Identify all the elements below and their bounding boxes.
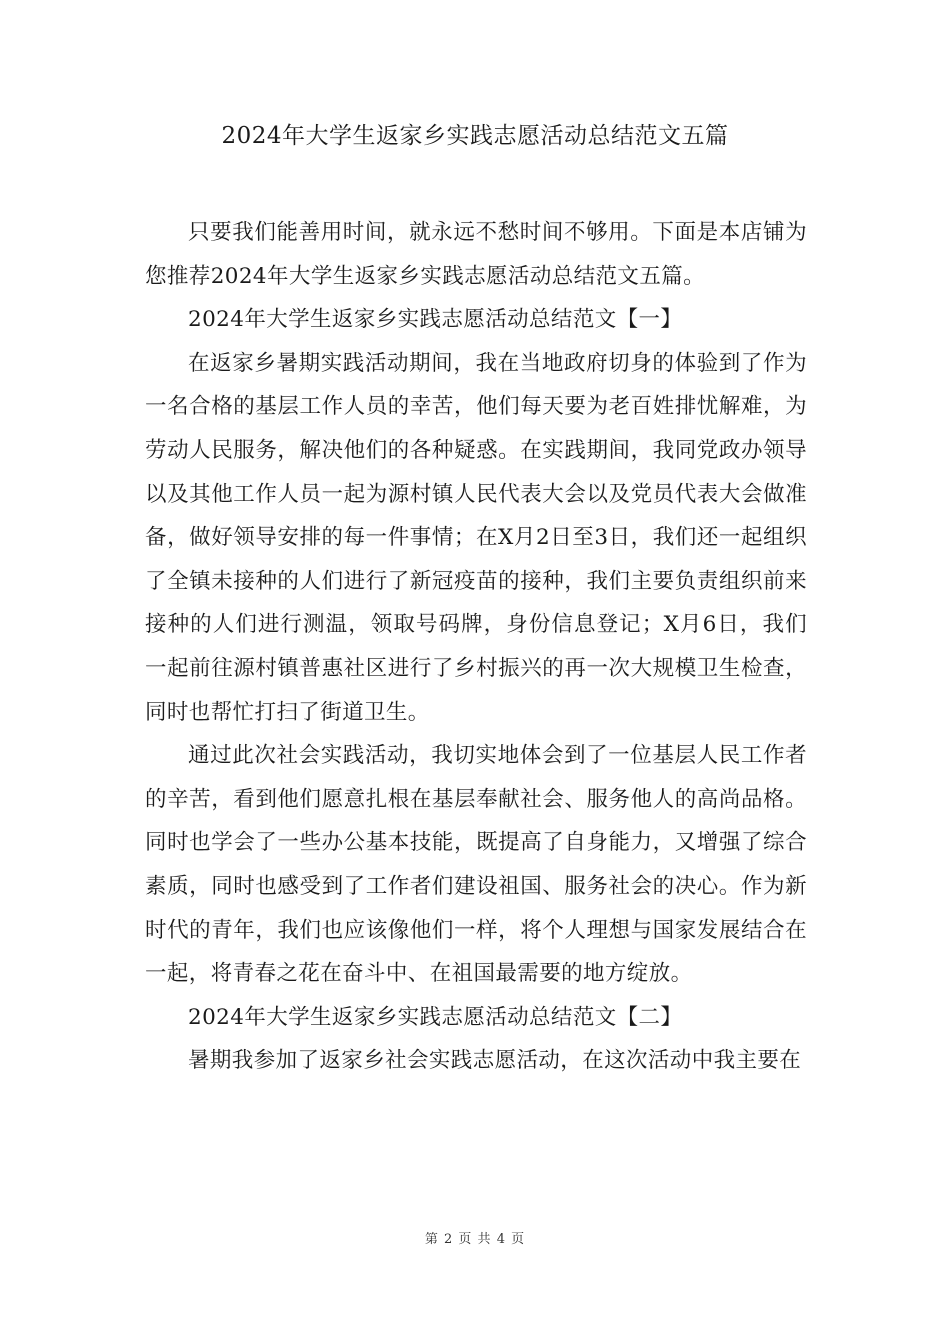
page-footer: 第 2 页 共 4 页 bbox=[424, 1232, 526, 1247]
document-body bbox=[145, 211, 807, 1083]
document-title: 2024年大学生返家乡实践志愿活动总结范文五篇 bbox=[221, 123, 729, 149]
paragraph-section2-start: 暑期我参加了返家乡社会实践志愿活动，在这次活动中我主要在 bbox=[188, 1048, 802, 1074]
paragraph-section1-reflection: 通过此次社会实践活动，我切实地体会到了一位基层人民工作者的辛苦，看到他们愿意扎根在基层奉献社会、服务他人的高尚品格。同时也学会了一些办公基本技能，既提高了自身能力，又增强了综合素质，同时也感受到了工作者们建设祖国、服务社会的决心。作为新时代的青年，我们也应该像他们一样，将个人理想与国家发展结合在一起，将青春之花在奋斗中、在祖国最需要的地方绽放。 bbox=[145, 743, 807, 987]
paragraph-intro: 只要我们能善用时间，就永远不愁时间不够用。下面是本店铺为您推荐2024年大学生返家乡实践志愿活动总结范文五篇。 bbox=[145, 220, 807, 289]
paragraph-section1-experience: 在返家乡暑期实践活动期间，我在当地政府切身的体验到了作为一名合格的基层工作人员的幸苦，他们每天要为老百姓排忧解难，为劳动人民服务，解决他们的各种疑惑。在实践期间，我同党政办领导以及其他工作人员一起为源村镇人民代表大会以及党员代表大会做准备，做好领导安排的每一件事情；在X月2日至3日，我们还一起组织了全镇未接种的人们进行了新冠疫苗的接种，我们主要负责组织前来接种的人们进行测温，领取号码牌，身份信息登记；X月6日，我们一起前往源村镇普惠社区进行了乡村振兴的再一次大规模卫生检查，同时也帮忙打扫了街道卫生。 bbox=[145, 350, 807, 725]
section-heading-2: 2024年大学生返家乡实践志愿活动总结范文【二】 bbox=[188, 1004, 683, 1030]
section-heading-1: 2024年大学生返家乡实践志愿活动总结范文【一】 bbox=[188, 307, 683, 333]
